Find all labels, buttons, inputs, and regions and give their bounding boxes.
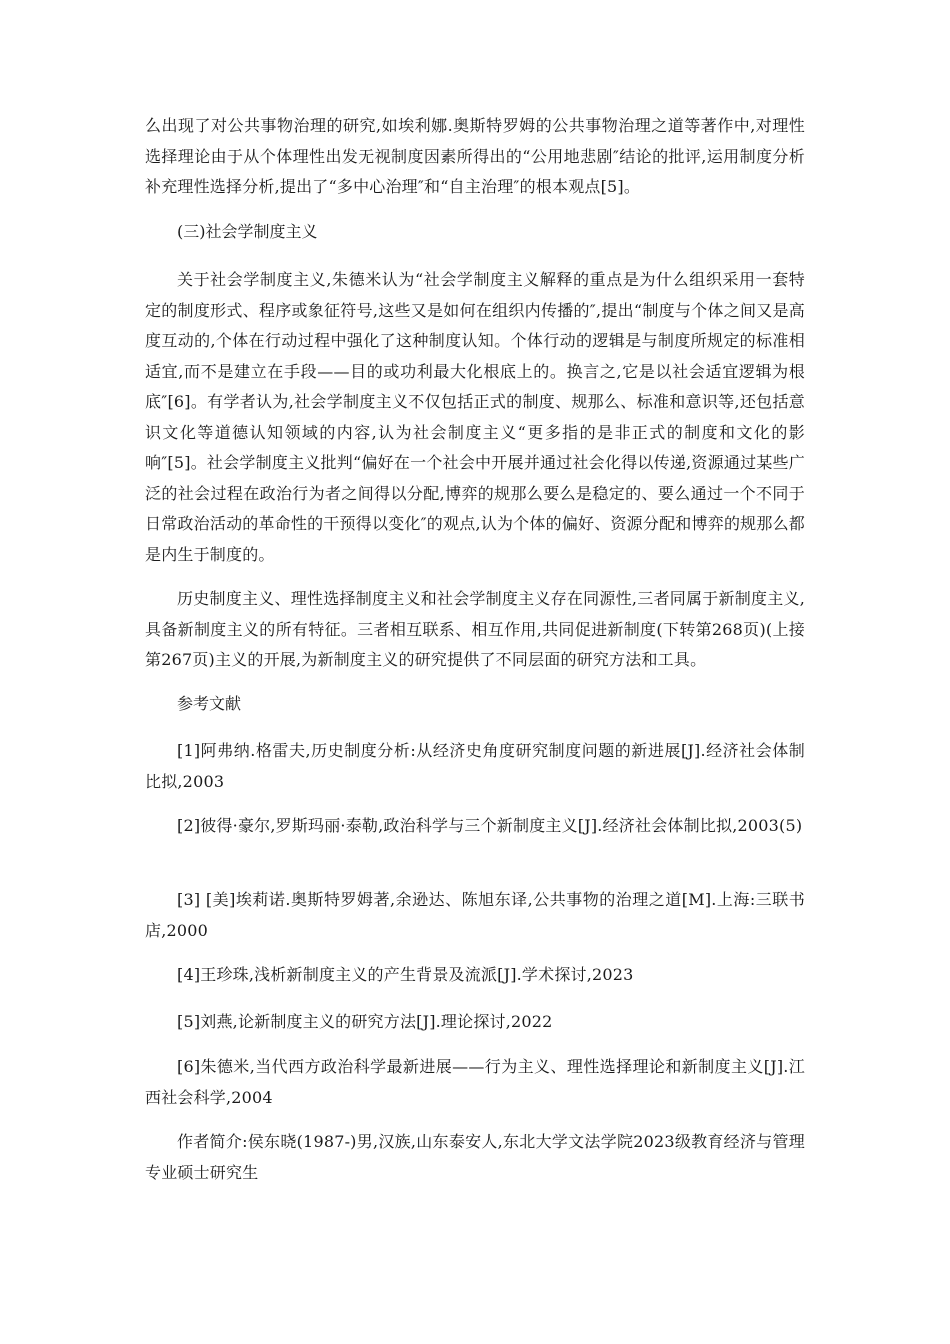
paragraph-sociological-institutionalism: 关于社会学制度主义,朱德米认为“社会学制度主义解释的重点是为什么组织采用一套特定的制度形式、程序或象征符号,这些又是如何在组织内传播的″,提出“制度与个体之间又是高度互动的,个体在行动过程中强化了这种制度认知。个体行动的逻辑是与制度所规定的标准相适宜,而不是建立在手段——目的或功利最大化根底上的。换言之,它是以社会适宜逻辑为根底″[6]。有学者认为,社会学制度主义不仅包括正式的制度、规那么、标准和意识等,还包括意识文化等道德认知领域的内容,认为社会制度主义“更多指的是非正式的制度和文化的影响″[5]。社会学制度主义批判“偏好在一个社会中开展并通过社会化得以传递,资源通过某些广泛的社会过程在政治行为者之间得以分配,博弈的规那么要么是稳定的、要么通过一个不同于日常政治活动的革命性的干预得以变化″的观点,认为个体的偏好、资源分配和博弈的规那么都是内生于制度的。 xyxy=(145,270,805,564)
reference-item: [6]朱德米,当代西方政治科学最新进展——行为主义、理性选择理论和新制度主义[J].江西社会科学,2004 xyxy=(145,1057,805,1107)
paragraph-continuation: 么出现了对公共事物治理的研究,如埃利娜.奥斯特罗姆的公共事物治理之道等著作中,对理性选择理论由于从个体理性出发无视制度因素所得出的“公用地悲剧″结论的批评,运用制度分析补充理性选择分析,提出了“多中心治理″和“自主治理″的根本观点[5]。 xyxy=(145,116,805,196)
section-heading-sociological: (三)社会学制度主义 xyxy=(177,222,318,241)
reference-item: [5]刘燕,论新制度主义的研究方法[J].理论探讨,2022 xyxy=(177,1012,553,1031)
reference-item: [1]阿弗纳.格雷夫,历史制度分析:从经济史角度研究制度问题的新进展[J].经济社会体制比拟,2003 xyxy=(145,741,805,791)
paragraph-summary: 历史制度主义、理性选择制度主义和社会学制度主义存在同源性,三者同属于新制度主义,具备新制度主义的所有特征。三者相互联系、相互作用,共同促进新制度(下转第268页)(上接第267页)主义的开展,为新制度主义的研究提供了不同层面的研究方法和工具。 xyxy=(145,589,805,669)
reference-item: [4]王珍珠,浅析新制度主义的产生背景及流派[J].学术探讨,2023 xyxy=(177,965,634,984)
reference-item: [2]彼得·豪尔,罗斯玛丽·泰勒,政治科学与三个新制度主义[J].经济社会体制比拟,2003(5) xyxy=(177,816,803,835)
references-heading: 参考文献 xyxy=(177,694,242,713)
author-bio: 作者简介:侯东晓(1987-)男,汉族,山东泰安人,东北大学文法学院2023级教育经济与管理专业硕士研究生 xyxy=(145,1132,805,1182)
reference-item: [3] [美]埃莉诺.奥斯特罗姆著,余逊达、陈旭东译,公共事物的治理之道[M].上海:三联书店,2000 xyxy=(145,890,805,940)
